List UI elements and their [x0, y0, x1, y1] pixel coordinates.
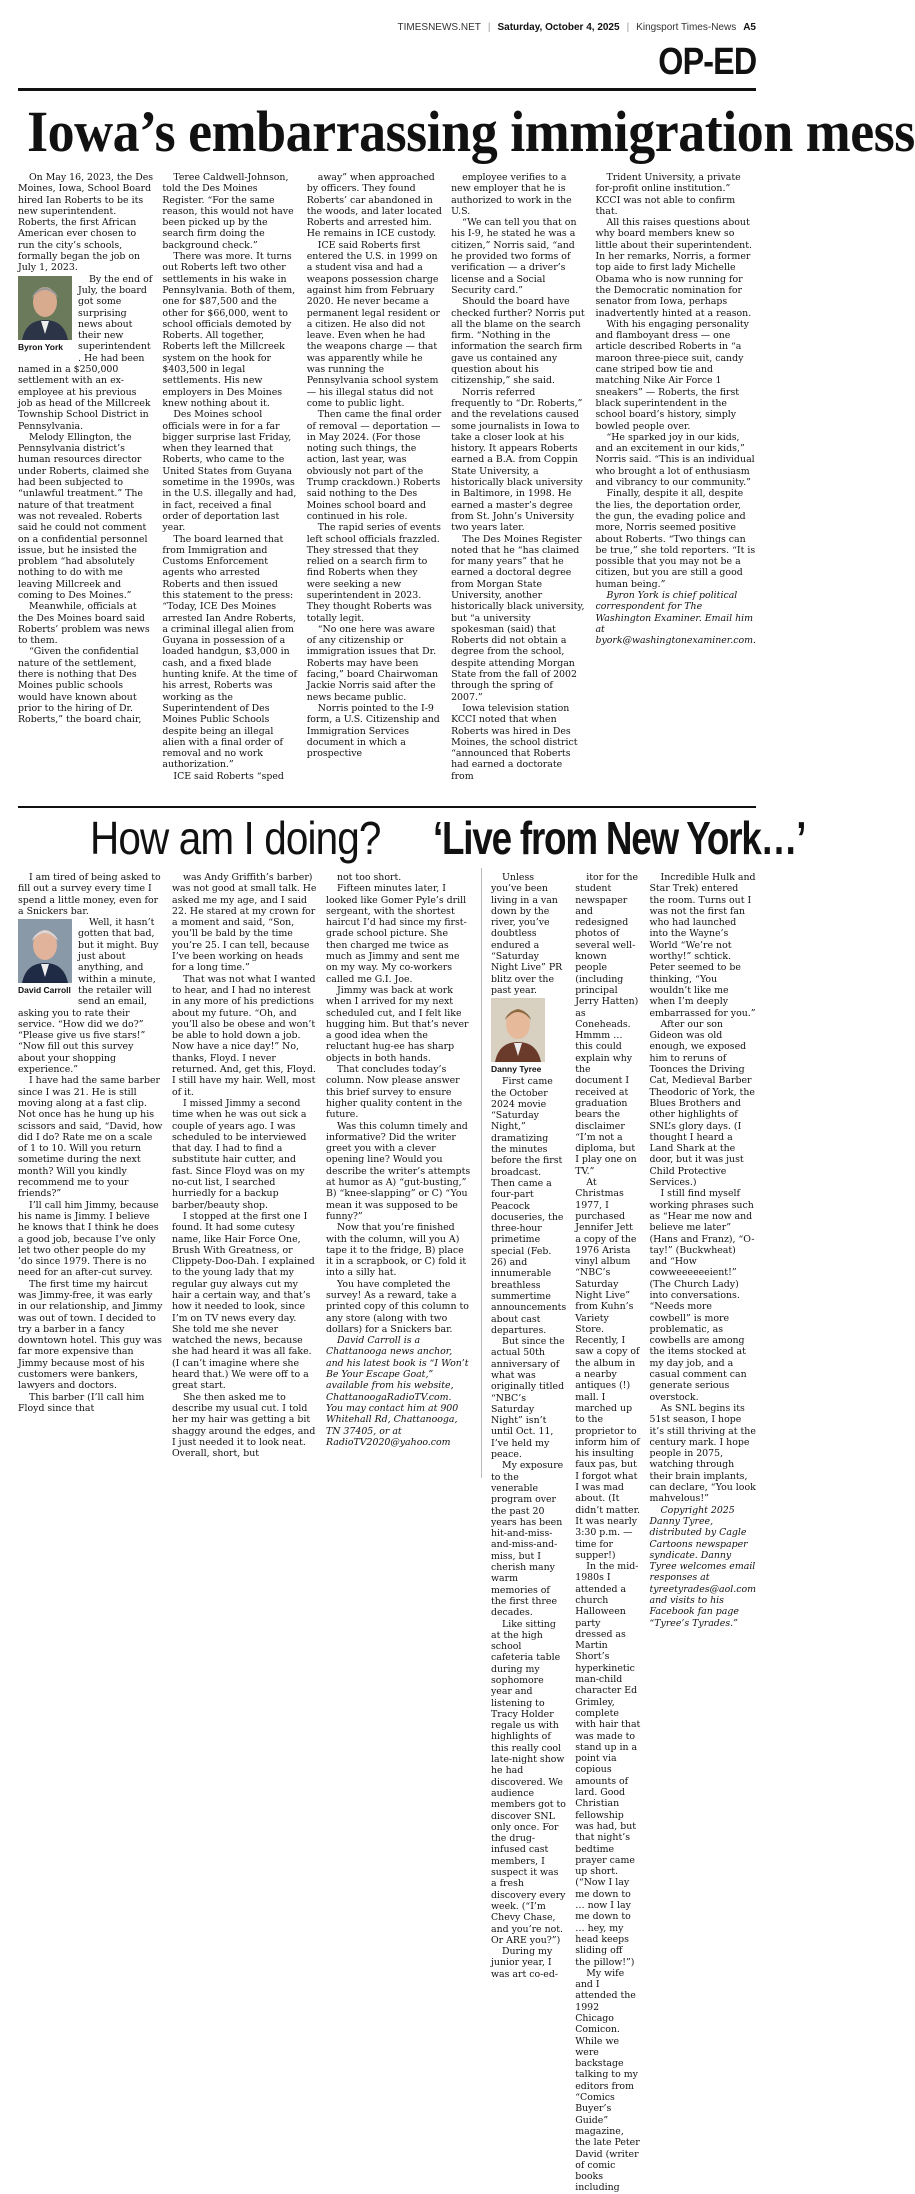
section-rule: [18, 88, 756, 91]
paragraph: Jimmy was back at work when I arrived for my next scheduled cut, and I felt like hugging him. But that’s never a good idea when the reluctant hug-ee has sharp objects in both hands.: [326, 984, 469, 1064]
issue-date: Saturday, October 4, 2025: [497, 22, 620, 33]
paragraph: employee verifies to a new employer that he is authorized to work in the U.S.: [451, 172, 572, 217]
author-name: Byron York: [18, 341, 64, 352]
paragraph: Then came the final order of removal — deportation — in May 2024. (For those noting such things, the action, last year, was obviously not part of the Trump crackdown.) Roberts said nothing to the Des Moines school board and continued in his role.: [306, 409, 442, 522]
paragraph: But since the actual 50th anniversary of what was originally titled “NBC’s Saturday Night” isn’t until Oct. 11, I’ve held my peace.: [491, 1336, 565, 1461]
paragraph: Incredible Hulk and Star Trek) entered the room. Turns out I was not the first fan who had launched into the Wayne’s World “We’re not worthy!” schtick. Peter seemed to be thinking, “You wouldn’t like me when I’m deeply embarrassed for you.”: [649, 872, 756, 1019]
paragraph: ICE said Roberts “sped: [173, 770, 284, 782]
author-headshot: [18, 919, 72, 995]
paragraph: That was not what I wanted to hear, and I had no interest in any more of his predictions about my future. “Oh, and you’ll also be obese and won’t be able to hold down a job. Now have a nice day!” No, thanks, Floyd. I never returned. And, get this, Floyd. I still have my hair. Well, most of it.: [172, 973, 316, 1098]
page-number: A5: [743, 22, 756, 33]
paragraph: I still find myself working phrases such as “Hear me now and believe me later” (Hans and Franz), “O-tay!” (Buckwheat) and “How cowweeeeeeient!” (The Church Lady) into conversations. “Needs more cowbell” is more problematic, as cowbells are among the items stocked at my day job, and a casual comment can generate serious overstock.: [649, 1188, 755, 1403]
paragraph: “Given the confidential nature of the settlement, there is nothing that Des Moines public schools would have known about prior to the hiring of Dr. Roberts,” the board chair,: [18, 646, 142, 726]
paragraph: The rapid series of events left school officials frazzled. They stressed that they relied on a search firm to find Roberts when they were seeking a new superintendent in 2023. They thought Roberts was totally legit.: [306, 522, 441, 624]
paragraph: The Des Moines Register noted that he “has claimed for many years” that he earned a doctoral degree from Morgan State University, another historically black university, but “a university spokesman (said) that Roberts did not obtain a degree from the school, despite attending Morgan State from the fall of 2002 through the spring of 2007.”: [451, 533, 585, 703]
article3-body: [491, 872, 756, 2194]
paragraph: My wife and I attended the 1992 Chicago Comicon. While we were backstage talking to my editors from “Comics Buyer’s Guide” magazine, the late Peter David (writer of comic books including: [575, 1967, 640, 2194]
paragraph: itor for the student newspaper and redesigned photos of several well-known people (including principal Jerry Hatten) as Coneheads. Hmmm … this could explain why the document I received at graduation bears the disclaimer “I’m not a diploma, but I play one on TV.”: [575, 872, 639, 1177]
paragraph: The board learned that from Immigration and Customs Enforcement agents who arrested Roberts and then issued this statement to the press: “Today, ICE Des Moines arrested Ian Andre Roberts, a criminal illegal alien from Guyana in possession of a loaded handgun, $3,000 in cash, and a fixed blade hunting knife. At the time of his arrest, Roberts was working as the Superintendent of Des Moines Public Schools despite being an illegal alien with a final order of removal and no work authorization.”: [162, 533, 297, 771]
article1-headline: Iowa’s embarrassing immigration mess: [27, 99, 915, 164]
paragraph: Unless you’ve been living in a van down by the river, you’ve doubtless endured a “Saturday Night Live” PR blitz over the past year.: [491, 872, 563, 996]
paragraph: Trident University, a private for-profit online institution.” KCCI was not able to confirm that.: [595, 172, 741, 217]
author-headshot: [491, 998, 545, 1074]
story-divider: [18, 806, 756, 808]
article2-headline: How am I doing?: [90, 812, 381, 864]
article1-body: [18, 172, 756, 802]
article1-column: [162, 172, 297, 802]
paragraph: “We can tell you that on his I-9, he stated he was a citizen,” Norris said, “and he provided two forms of verification — a driver’s license and a Social Security card.”: [451, 217, 577, 296]
paragraph: I am tired of being asked to fill out a survey every time I spend a little money, even for a Snickers bar.: [18, 872, 161, 917]
paragraph: I stopped at the first one I found. It had some cutesy name, like Hair Force One, Brush With Greatness, or Clippety-Doo-Dah. I explained to the young lady that my regular guy always cut my hair a certain way, and that’s how it needed to look, since I’m on TV news every day. She told me she never watched the news, because she had heard it was all fake. (I can’t imagine where she heard that.) We were off to a great start.: [172, 1210, 315, 1392]
paragraph: After our son Gideon was old enough, we exposed him to reruns of Toonces the Driving Cat, Medieval Barber Theodoric of York, the Blues Brothers and other highlights of SNL’s glory days. (I thought I heard a Land Shark at the door, but it was just Child Protective Services.): [649, 1018, 755, 1189]
paragraph: “No one here was aware of any citizenship or immigration issues that Dr. Roberts may have been facing,” board Chairwoman Jackie Norris said after the news became public.: [306, 623, 438, 703]
author-photo: [18, 919, 72, 983]
author-name: Danny Tyree: [491, 1064, 542, 1075]
article1-column: [595, 172, 756, 802]
article1-column: [451, 172, 586, 802]
article1-column: [18, 172, 153, 802]
author-tagline: David Carroll is a Chattanooga news anchor, and his latest book is “I Won’t Be Your Escape Goat,” available from his website, ChattanoogaRadioTV.com. You may contact him at 900 Whitehall Rd, Chattanooga, TN 37405, or at RadioTV2020@yahoo.com: [326, 1335, 469, 1448]
paragraph: There was more. It turns out Roberts left two other settlements in his wake in Pennsylvania. Both of them, one for $87,500 and the other for $66,000, went to school officials demoted by Roberts. All together, Roberts left the Millcreek system on the hook for $403,500 in legal settlements. His new employers in Des Moines knew nothing about it.: [162, 251, 296, 409]
paragraph: At Christmas 1977, I purchased Jennifer Jett a copy of the 1976 Arista vinyl album “NBC’s Saturday Night Live” from Kuhn’s Variety Store. Recently, I saw a copy of the album in a nearby antiques (!) mall. I marched up to the proprietor to inform him of his insulting faux pas, but I forgot what I was mad about. (It didn’t matter. It was nearly 3:30 p.m. — time for supper!): [575, 1177, 641, 1561]
author-name: David Carroll: [18, 985, 71, 996]
paragraph: My exposure to the venerable program over the past 20 years has been hit-and-miss-and-miss-and-miss, but I cherish many warm memories of the first three decades.: [491, 1460, 564, 1619]
paragraph: The first time my haircut was Jimmy-free, it was early in our relationship, and Jimmy was out of town. I decided to try a barber in a fancy downtown hotel. This guy was far more expensive than Jimmy because most of his customers were bankers, lawyers and doctors.: [18, 1278, 163, 1392]
paragraph: away” when approached by officers. They found Roberts’ car abandoned in the woods, and later located Roberts and arrested him. He remains in ICE custody.: [306, 172, 442, 240]
paragraph: Finally, despite it all, despite the lies, the deportation order, the gun, the evading police and more, Norris seemed positive about Roberts. “Two things can be true,” she told reporters. “It is possible that you may not be a citizen, but you are still a good human being.”: [595, 488, 756, 590]
article3-column: [491, 872, 566, 2194]
paragraph: First came the October 2024 movie “Saturday Night,” dramatizing the minutes before the first broadcast. Then came a four-part Peacock docuseries, the three-hour primetime special (Feb. 26) and innumerable breathless summertime announcements about cast departures.: [491, 1076, 567, 1336]
paragraph: In the mid-1980s I attended a church Halloween party dressed as Martin Short’s hyperkinetic man-child character Ed Grimley, complete with hair that was made to stand up in a point via copious amounts of lard. Good Christian fellowship was had, but that night’s bedtime prayer came up short. (“Now I lay me down to … now I lay me down to … hey, my head keeps sliding off the pillow!”): [575, 1561, 641, 1968]
paragraph: She then asked me to describe my usual cut. I told her my hair was getting a bit shaggy around the edges, and I just needed it to look neat. Overall, short, but: [172, 1391, 316, 1460]
paragraph: On May 16, 2023, the Des Moines, Iowa, School Board hired Ian Roberts to be its new superintendent. Roberts, the first African American ever chosen to run the city’s schools, formally began the job on July 1, 2023.: [18, 172, 154, 274]
page-header: [398, 22, 756, 33]
paragraph: Norris referred frequently to “Dr. Roberts,” and the revelations caused some journalists in Iowa to take a closer look at his history. It appears Roberts earned a B.A. from Coppin State University, a historically black university in Baltimore, in 1998. He earned a master’s degree from St. John’s University two years later.: [451, 386, 583, 534]
article2-column: [172, 872, 317, 1478]
paragraph: was Andy Griffith’s barber) was not good at small talk. He asked me my age, and I said 22. He stared at my crown for a moment and said, “Son, you’ll be bald by the time you’re 25. I can tell, because I’ve been working on heads for a long time.”: [172, 872, 317, 974]
author-headshot: [18, 276, 72, 352]
paragraph: By the end of July, the board got some surprising news about their new superintendent. He had been named in a $250,000 settlement with an ex-employee at his previous job as head of the Millcreek Township School District in Pennsylvania.: [18, 273, 153, 432]
paragraph: Melody Ellington, the Pennsylvania district’s human resources director under Roberts, claimed she had been subjected to “unlawful treatment.” The nature of that treatment was not revealed. Roberts said he could not comment on a confidential personnel issue, but he insisted the problem “had absolutely nothing to do with me leaving Millcreek and coming to Des Moines.”: [18, 431, 150, 601]
author-tagline: Copyright 2025 Danny Tyree, distributed by Cagle Cartoons newspaper syndicate. Danny Tyree welcomes email responses at tyreetyrades@aol.com and visits to his Facebook fan page “Tyree’s Tyrades.”: [649, 1504, 756, 1629]
paragraph: All this raises questions about why board members knew so little about their superintendent. In her remarks, Norris, a former top aide to first lady Michelle Obama who is now running for the Democratic nomination for senator from Iowa, perhaps inadvertently hinted at a reason.: [595, 217, 752, 319]
paragraph: Now that you’re finished with the column, will you A) tape it to the fridge, B) place it in a scrapbook, or C) fold it into a silly hat.: [326, 1222, 467, 1279]
paragraph: ICE said Roberts first entered the U.S. in 1999 on a student visa and had a weapons possession charge against him from February 2020. He never became a permanent legal resident or a citizen. He also did not leave. Even when he had the weapons charge — that was apparently while he was running the Pennsylvania school system — his illegal status did not come to public light.: [306, 239, 441, 409]
paragraph: I’ll call him Jimmy, because his name is Jimmy. I believe he knows that I think he does a good job, because I’ve only let two other people do my ’do since 1979. There is no need for an after-cut survey.: [18, 1199, 159, 1279]
header-separator: |: [487, 22, 491, 33]
article2-column: [326, 872, 471, 1478]
column-divider: [481, 868, 482, 1478]
section-title: OP-ED: [657, 41, 756, 83]
article3-headline: ‘Live from New York…’: [433, 812, 806, 864]
paragraph: Well, it hasn’t gotten that bad, but it might. Buy just about anything, and within a minute, the retailer will send an email, asking you to rate their service. “How did we do?” “Please give us five stars!” “Now fill out this survey about your shopping experience.”: [18, 917, 159, 1076]
author-photo: [18, 276, 72, 340]
article2-column: [18, 872, 163, 1478]
paragraph: This barber (I’ll call him Floyd since that: [18, 1391, 145, 1414]
paragraph: I missed Jimmy a second time when he was out sick a couple of years ago. I was scheduled to be interviewed that day. I had to find a substitute hair cutter, and fast. Since Floyd was on my no-cut list, I searched hurriedly for a backup barber/beauty shop.: [172, 1097, 307, 1211]
article2-body: [18, 872, 471, 1478]
paragraph: Norris pointed to the I-9 form, a U.S. Citizenship and Immigration Services document in which a prospective: [306, 702, 440, 760]
header-separator: |: [626, 22, 630, 33]
paragraph: I have had the same barber since I was 21. He is still moving along at a fast clip. Not once has he hung up his scissors and said, “David, how did I do? Rate me on a scale of 1 to 10. Will you return sometime during the next month? Will you kindly recommend me to your friends?”: [18, 1075, 163, 1200]
site-name: TIMESNEWS.NET: [397, 22, 481, 33]
paragraph: Des Moines school officials were in for a far bigger surprise last Friday, when they learned that Roberts, who came to the United States from Guyana sometime in the 1990s, was in the U.S. illegally and had, in fact, received a final order of deportation last year.: [162, 409, 297, 534]
paragraph: Fifteen minutes later, I looked like Gomer Pyle’s drill sergeant, with the shortest haircut I’d had since my first-grade school picture. She then charged me twice as much as Jimmy and sent me on my way. My co-workers called me G.I. Joe.: [326, 883, 467, 985]
paragraph: Teree Caldwell-Johnson, told the Des Moines Register. “For the same reason, this would not have been picked up by the search firm doing the background check.”: [162, 172, 294, 251]
paragraph: With his engaging personality and flamboyant dress — one article described Roberts in “a maroon three-piece suit, candy cane striped bow tie and matching Nike Air Force 1 sneakers” — Roberts, the first black superintendent in the school board’s history, simply bowled people over.: [595, 318, 749, 432]
paragraph: That concludes today’s column. Now please answer this brief survey to ensure higher quality content in the future.: [326, 1064, 463, 1121]
paragraph: Iowa television station KCCI noted that when Roberts was hired in Des Moines, the school district “announced that Roberts had earned a doctorate from: [451, 702, 578, 782]
paragraph: “He sparked joy in our kids, and an excitement in our kids,” Norris said. “This is an individual who brought a lot of enthusiasm and vibrancy to our community.”: [595, 431, 755, 489]
paragraph: Should the board have checked further? Norris put all the blame on the search firm. “Nothing in the information the search firm gave us contained any question about his citizenship,” she said.: [451, 296, 585, 387]
article3-column: [649, 872, 756, 2194]
article3-column: [575, 872, 640, 2194]
paragraph: As SNL begins its 51st season, I hope it’s still thriving at the century mark. I hope people in 2075, watching through their brain implants, can declare, “You look mahvelous!”: [649, 1402, 756, 1505]
paragraph: During my junior year, I was art co-ed-: [491, 1946, 559, 1980]
paper-name: Kingsport Times-News: [636, 22, 737, 33]
author-tagline: Byron York is chief political correspondent for The Washington Examiner. Email him at byork@washingtonexaminer.com.: [595, 589, 756, 647]
article1-column: [307, 172, 442, 802]
paragraph: not too short.: [337, 872, 402, 883]
author-photo: [491, 998, 545, 1062]
paragraph: Was this column timely and informative? Did the writer greet you with a clever opening line? Would you describe the writer’s attempts at humor as A) “gut-busting,” B) “knee-slapping” or C) “You mean it was supposed to be funny?”: [326, 1120, 471, 1222]
paragraph: You have completed the survey! As a reward, take a printed copy of this column to any store (along with two dollars) for a Snickers bar.: [326, 1278, 469, 1335]
paragraph: Like sitting at the high school cafeteria table during my sophomore year and listening to Tracy Holder regale us with highlights of this really cool late-night show he had discovered. We audience members got to discover SNL only once. For the drug-infused cast members, I suspect it was a fresh discovery every week. (“I’m Chevy Chase, and you’re not. Or ARE you?”): [491, 1618, 566, 1946]
paragraph: Meanwhile, officials at the Des Moines board said Roberts’ problem was news to them.: [18, 601, 150, 647]
